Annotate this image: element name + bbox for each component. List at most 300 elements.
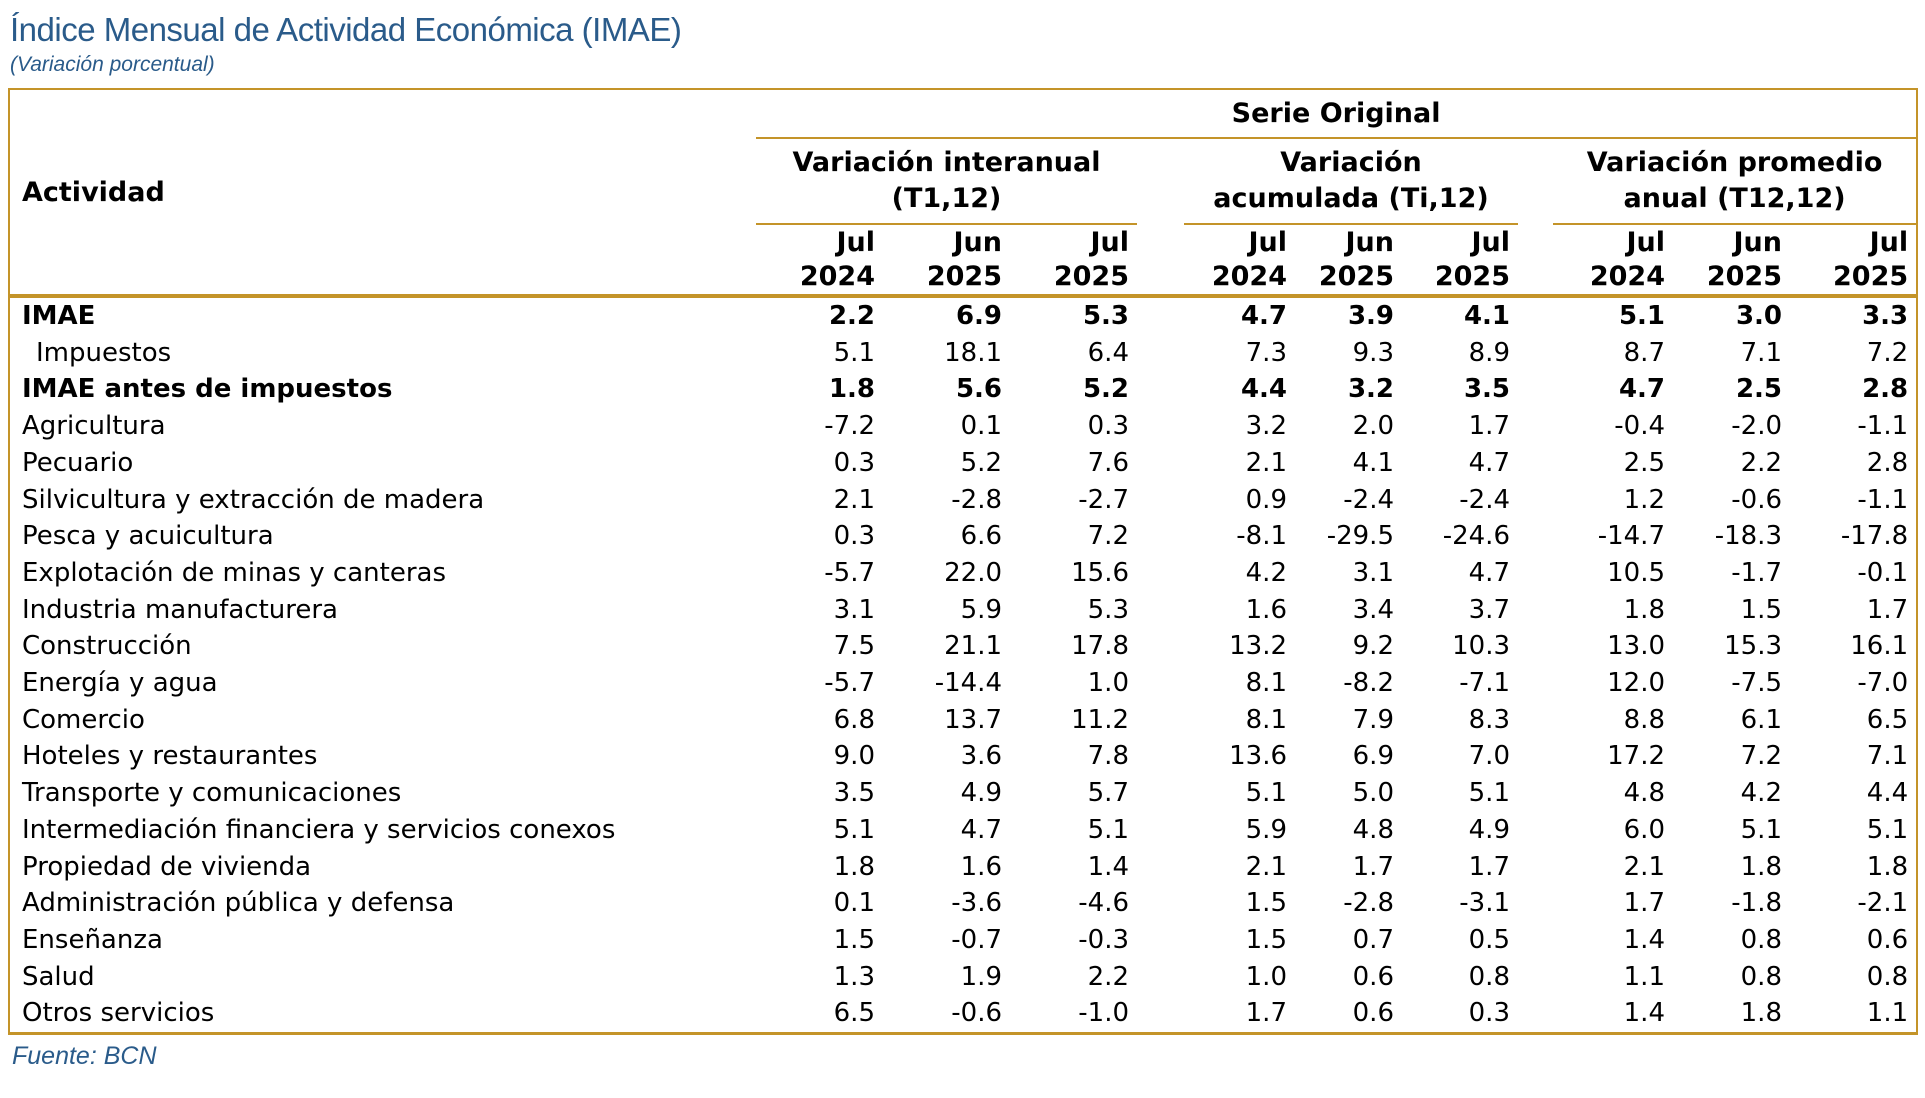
value-acumulada-jul2024: 5.9 [1245, 814, 1287, 845]
group-spacer [1137, 482, 1184, 519]
activity-name: Impuestos [36, 337, 172, 368]
group-spacer [1518, 812, 1553, 849]
value-promedio-jul2025: 0.6 [1866, 924, 1909, 955]
value-acumulada-jun2025: 7.9 [1352, 704, 1394, 735]
value-interanual-jun2025: 4.7 [960, 814, 1002, 845]
value-interanual-jul2024: 6.5 [833, 998, 875, 1029]
group-spacer [1518, 738, 1553, 775]
value-acumulada-jun2025: 4.8 [1352, 814, 1394, 845]
value-acumulada-jul2024: -8.1 [1236, 521, 1287, 552]
group-spacer [1518, 555, 1553, 592]
group-spacer [1137, 885, 1184, 922]
group-spacer [1518, 224, 1553, 296]
group-spacer [1137, 555, 1184, 592]
table-row [9, 445, 1917, 482]
value-promedio-jul2024: 5.1 [1618, 301, 1665, 331]
table-row [9, 296, 1917, 335]
value-acumulada-jun2025: 3.2 [1347, 374, 1394, 405]
activity-name: Energía y agua [22, 668, 218, 699]
value-acumulada-jul2024: 1.0 [1245, 961, 1287, 992]
value-acumulada-jun2025: -2.4 [1343, 484, 1394, 515]
activity-name: Pesca y acuicultura [22, 521, 274, 552]
value-interanual-jul2025: 11.2 [1071, 704, 1129, 735]
period-header [1010, 224, 1137, 296]
value-promedio-jul2025: -2.1 [1857, 888, 1909, 919]
value-acumulada-jul2024: 7.3 [1245, 337, 1287, 368]
value-acumulada-jul2025: 3.7 [1468, 594, 1510, 625]
value-promedio-jun2025: -2.0 [1731, 411, 1782, 442]
group-spacer [1518, 628, 1553, 665]
value-interanual-jun2025: -0.6 [951, 998, 1002, 1029]
value-promedio-jul2025: 0.8 [1866, 961, 1909, 992]
value-interanual-jun2025: 0.1 [960, 411, 1002, 442]
value-acumulada-jul2024: 4.7 [1240, 301, 1287, 331]
serie-header-row [9, 89, 1917, 138]
period-month: Jul [1471, 226, 1510, 258]
value-acumulada-jul2025: 4.7 [1468, 557, 1510, 588]
group-spacer [1137, 224, 1184, 296]
period-year: 2024 [1589, 260, 1665, 292]
value-acumulada-jul2025: 3.5 [1463, 374, 1510, 405]
value-promedio-jun2025: 7.2 [1740, 741, 1782, 772]
table-header [9, 89, 1917, 296]
table-row [9, 812, 1917, 849]
value-promedio-jun2025: 4.2 [1740, 778, 1782, 809]
value-acumulada-jul2024: 8.1 [1245, 668, 1287, 699]
value-interanual-jul2025: -1.0 [1078, 998, 1129, 1029]
group-spacer [1518, 296, 1553, 335]
activity-name: Propiedad de vivienda [22, 851, 312, 882]
value-promedio-jun2025: -18.3 [1714, 521, 1782, 552]
value-interanual-jun2025: 4.9 [960, 778, 1002, 809]
value-interanual-jul2024: 2.2 [828, 301, 875, 331]
table-row [9, 408, 1917, 445]
value-interanual-jul2025: 6.4 [1087, 337, 1129, 368]
value-interanual-jun2025: -2.8 [951, 484, 1002, 515]
period-year: 2024 [1211, 260, 1287, 292]
value-interanual-jun2025: 1.6 [960, 851, 1002, 882]
value-promedio-jun2025: 1.8 [1740, 998, 1782, 1029]
value-interanual-jun2025: 22.0 [944, 557, 1002, 588]
table-row [9, 959, 1917, 996]
value-interanual-jul2025: 7.8 [1087, 741, 1129, 772]
activity-name: Intermediación financiera y servicios conexos [22, 814, 616, 845]
period-year: 2025 [926, 260, 1002, 292]
value-interanual-jun2025: -0.7 [951, 924, 1002, 955]
table-row [9, 371, 1917, 408]
value-promedio-jun2025: -1.7 [1731, 557, 1782, 588]
value-interanual-jul2024: 1.3 [833, 961, 875, 992]
value-interanual-jul2025: -4.6 [1078, 888, 1129, 919]
value-interanual-jul2024: 5.1 [833, 337, 875, 368]
value-promedio-jun2025: 1.8 [1740, 851, 1782, 882]
value-acumulada-jul2024: 4.2 [1245, 557, 1287, 588]
value-acumulada-jul2024: 0.9 [1245, 484, 1287, 515]
activity-name: Agricultura [22, 411, 166, 442]
period-year: 2025 [1053, 260, 1129, 292]
activity-name: Enseñanza [22, 924, 163, 955]
value-promedio-jul2025: -1.1 [1857, 411, 1909, 442]
value-interanual-jun2025: 1.9 [960, 961, 1002, 992]
value-interanual-jul2025: 5.7 [1087, 778, 1129, 809]
value-promedio-jun2025: -1.8 [1731, 888, 1782, 919]
value-acumulada-jul2025: 0.8 [1468, 961, 1510, 992]
group-header-line1: Variación interanual [792, 147, 1101, 178]
table-row [9, 922, 1917, 959]
activity-name: Salud [22, 961, 95, 992]
value-promedio-jul2025: 2.8 [1862, 374, 1909, 405]
group-spacer [1518, 371, 1553, 408]
value-acumulada-jul2024: 1.6 [1245, 594, 1287, 625]
value-interanual-jul2024: -7.2 [824, 411, 875, 442]
group-spacer [1137, 408, 1184, 445]
value-promedio-jun2025: 3.0 [1735, 301, 1782, 331]
period-month: Jul [1869, 226, 1909, 258]
value-acumulada-jun2025: 0.7 [1352, 924, 1394, 955]
value-acumulada-jul2024: 13.6 [1229, 741, 1287, 772]
value-promedio-jul2025: 16.1 [1850, 631, 1909, 662]
value-acumulada-jun2025: 3.9 [1347, 301, 1394, 331]
value-acumulada-jul2025: 4.9 [1468, 814, 1510, 845]
page-subtitle: (Variación porcentual) [10, 53, 215, 76]
value-promedio-jun2025: -7.5 [1731, 668, 1782, 699]
value-promedio-jul2025: 4.4 [1866, 778, 1909, 809]
period-year: 2025 [1434, 260, 1510, 292]
group-spacer [1137, 959, 1184, 996]
group-spacer [1518, 995, 1553, 1033]
page-title: Índice Mensual de Actividad Económica (IMAE) [10, 11, 682, 48]
period-header [883, 224, 1010, 296]
activity-column-header: Actividad [9, 89, 756, 296]
table-row [9, 849, 1917, 886]
value-promedio-jul2025: -7.0 [1857, 668, 1909, 699]
value-acumulada-jun2025: 9.3 [1352, 337, 1394, 368]
group-header-promedio [1553, 138, 1917, 224]
imae-table [8, 88, 1918, 1035]
value-interanual-jul2025: 7.2 [1087, 521, 1129, 552]
value-promedio-jul2024: 2.5 [1623, 447, 1665, 478]
group-spacer [1518, 482, 1553, 519]
value-promedio-jul2024: 12.0 [1607, 668, 1665, 699]
value-promedio-jun2025: 6.1 [1740, 704, 1782, 735]
period-header [1295, 224, 1402, 296]
table-row [9, 885, 1917, 922]
period-month: Jul [1248, 226, 1287, 258]
value-interanual-jun2025: 21.1 [944, 631, 1002, 662]
group-spacer [1518, 518, 1553, 555]
group-spacer [1137, 335, 1184, 372]
value-acumulada-jul2025: 0.5 [1468, 924, 1510, 955]
group-spacer [1137, 775, 1184, 812]
value-interanual-jun2025: 13.7 [944, 704, 1002, 735]
value-promedio-jul2025: 7.2 [1866, 337, 1909, 368]
value-promedio-jun2025: 0.8 [1740, 924, 1782, 955]
value-interanual-jul2024: 2.1 [833, 484, 875, 515]
period-month: Jun [1733, 226, 1782, 258]
period-header [1553, 224, 1673, 296]
group-spacer [1137, 592, 1184, 629]
value-acumulada-jun2025: 1.7 [1352, 851, 1394, 882]
value-interanual-jul2024: 5.1 [833, 814, 875, 845]
value-promedio-jul2025: 3.3 [1862, 301, 1909, 331]
value-acumulada-jul2024: 13.2 [1229, 631, 1287, 662]
activity-name: IMAE [22, 301, 96, 331]
value-promedio-jun2025: 2.2 [1740, 447, 1782, 478]
table-row [9, 555, 1917, 592]
group-header-line2: anual (T12,12) [1623, 183, 1846, 214]
period-header [1790, 224, 1917, 296]
group-spacer [1518, 335, 1553, 372]
period-year: 2024 [799, 260, 875, 292]
activity-name: Explotación de minas y canteras [22, 557, 446, 588]
table-row [9, 482, 1917, 519]
value-acumulada-jul2024: 1.5 [1245, 888, 1287, 919]
value-interanual-jul2024: 0.3 [833, 521, 875, 552]
value-acumulada-jul2025: 8.9 [1468, 337, 1510, 368]
value-acumulada-jun2025: -29.5 [1326, 521, 1394, 552]
value-promedio-jul2025: -1.1 [1857, 484, 1909, 515]
value-promedio-jul2024: 1.7 [1623, 888, 1665, 919]
group-spacer [1137, 518, 1184, 555]
period-month: Jun [953, 226, 1002, 258]
activity-name: Industria manufacturera [22, 594, 338, 625]
value-promedio-jul2025: -0.1 [1857, 557, 1909, 588]
value-acumulada-jul2024: 2.1 [1245, 447, 1287, 478]
value-interanual-jul2025: 17.8 [1071, 631, 1129, 662]
value-acumulada-jul2025: -7.1 [1459, 668, 1510, 699]
value-interanual-jul2024: 1.8 [833, 851, 875, 882]
value-interanual-jul2024: 0.1 [833, 888, 875, 919]
value-promedio-jul2024: 10.5 [1607, 557, 1665, 588]
value-interanual-jul2025: 0.3 [1087, 411, 1129, 442]
group-header-line2: acumulada (Ti,12) [1213, 183, 1489, 214]
value-acumulada-jul2025: 0.3 [1468, 998, 1510, 1029]
value-promedio-jul2025: -17.8 [1840, 521, 1909, 552]
value-interanual-jul2024: 6.8 [833, 704, 875, 735]
table-row [9, 665, 1917, 702]
activity-name: Comercio [22, 704, 145, 735]
value-acumulada-jun2025: 6.9 [1352, 741, 1394, 772]
group-spacer [1137, 995, 1184, 1033]
value-interanual-jun2025: 5.2 [960, 447, 1002, 478]
value-acumulada-jun2025: 0.6 [1352, 961, 1394, 992]
group-spacer [1137, 812, 1184, 849]
value-acumulada-jun2025: 4.1 [1352, 447, 1394, 478]
period-header [1184, 224, 1295, 296]
value-promedio-jul2024: 8.8 [1623, 704, 1665, 735]
value-acumulada-jun2025: -2.8 [1343, 888, 1394, 919]
value-interanual-jul2024: 7.5 [833, 631, 875, 662]
value-interanual-jul2025: 5.3 [1082, 301, 1129, 331]
value-promedio-jul2024: 13.0 [1607, 631, 1665, 662]
group-spacer [1137, 138, 1184, 224]
table-row [9, 518, 1917, 555]
period-month: Jul [1090, 226, 1129, 258]
value-interanual-jun2025: -14.4 [934, 668, 1002, 699]
value-acumulada-jun2025: 2.0 [1352, 411, 1394, 442]
group-spacer [1518, 702, 1553, 739]
value-promedio-jul2024: 17.2 [1607, 741, 1665, 772]
table-row [9, 702, 1917, 739]
value-interanual-jun2025: 3.6 [960, 741, 1002, 772]
table-row [9, 775, 1917, 812]
value-interanual-jul2024: 3.5 [833, 778, 875, 809]
value-acumulada-jul2025: 4.7 [1468, 447, 1510, 478]
value-promedio-jul2024: -14.7 [1597, 521, 1665, 552]
activity-name: Hoteles y restaurantes [22, 741, 318, 772]
value-promedio-jul2024: 4.7 [1618, 374, 1665, 405]
value-promedio-jul2024: 4.8 [1623, 778, 1665, 809]
value-promedio-jul2024: 1.1 [1623, 961, 1665, 992]
group-spacer [1137, 665, 1184, 702]
table-row [9, 738, 1917, 775]
value-acumulada-jul2024: 2.1 [1245, 851, 1287, 882]
table-body [9, 296, 1917, 1034]
value-acumulada-jul2025: 1.7 [1468, 851, 1510, 882]
period-header [756, 224, 883, 296]
period-month: Jul [836, 226, 875, 258]
value-interanual-jun2025: 6.6 [960, 521, 1002, 552]
source-note: Fuente: BCN [12, 1042, 157, 1071]
group-spacer [1518, 885, 1553, 922]
value-promedio-jul2025: 7.1 [1866, 741, 1909, 772]
value-promedio-jul2024: 6.0 [1623, 814, 1665, 845]
activity-name: Construcción [22, 631, 192, 662]
group-spacer [1518, 849, 1553, 886]
value-interanual-jun2025: 18.1 [944, 337, 1002, 368]
value-acumulada-jul2024: 5.1 [1245, 778, 1287, 809]
value-promedio-jun2025: 1.5 [1740, 594, 1782, 625]
value-promedio-jul2025: 2.8 [1866, 447, 1909, 478]
group-spacer [1137, 738, 1184, 775]
value-acumulada-jul2024: 3.2 [1245, 411, 1287, 442]
value-promedio-jul2024: 1.8 [1623, 594, 1665, 625]
group-spacer [1137, 849, 1184, 886]
value-promedio-jul2024: 1.4 [1623, 998, 1665, 1029]
value-promedio-jul2024: 1.2 [1623, 484, 1665, 515]
value-interanual-jul2025: 5.3 [1087, 594, 1129, 625]
value-interanual-jul2024: 3.1 [833, 594, 875, 625]
value-interanual-jun2025: 6.9 [955, 301, 1002, 331]
value-promedio-jul2024: -0.4 [1614, 411, 1665, 442]
value-acumulada-jul2025: 5.1 [1468, 778, 1510, 809]
group-spacer [1518, 665, 1553, 702]
group-spacer [1518, 138, 1553, 224]
value-acumulada-jul2024: 1.7 [1245, 998, 1287, 1029]
value-interanual-jul2025: 2.2 [1087, 961, 1129, 992]
activity-name: Silvicultura y extracción de madera [22, 484, 485, 515]
value-interanual-jul2025: 1.0 [1087, 668, 1129, 699]
group-spacer [1137, 628, 1184, 665]
value-acumulada-jul2025: 1.7 [1468, 411, 1510, 442]
activity-name: Transporte y comunicaciones [22, 778, 402, 809]
activity-name: Administración pública y defensa [22, 888, 455, 919]
value-acumulada-jul2025: 7.0 [1468, 741, 1510, 772]
group-header-interanual [756, 138, 1137, 224]
period-header [1673, 224, 1790, 296]
group-spacer [1518, 775, 1553, 812]
value-promedio-jul2025: 1.8 [1866, 851, 1909, 882]
value-interanual-jun2025: 5.6 [955, 374, 1002, 405]
value-promedio-jun2025: 7.1 [1740, 337, 1782, 368]
value-acumulada-jun2025: 9.2 [1352, 631, 1394, 662]
value-promedio-jul2024: 2.1 [1623, 851, 1665, 882]
table-row [9, 995, 1917, 1033]
value-acumulada-jul2025: 8.3 [1468, 704, 1510, 735]
value-promedio-jul2025: 6.5 [1866, 704, 1909, 735]
period-year: 2025 [1833, 260, 1909, 292]
value-interanual-jun2025: -3.6 [951, 888, 1002, 919]
group-spacer [1137, 702, 1184, 739]
activity-name: Pecuario [22, 447, 134, 478]
value-interanual-jun2025: 5.9 [960, 594, 1002, 625]
value-acumulada-jul2025: 4.1 [1463, 301, 1510, 331]
activity-name: Otros servicios [22, 998, 215, 1029]
value-acumulada-jul2024: 4.4 [1240, 374, 1287, 405]
group-header-line1: Variación promedio [1586, 147, 1883, 178]
value-acumulada-jul2024: 8.1 [1245, 704, 1287, 735]
table-row [9, 592, 1917, 629]
value-interanual-jul2024: 0.3 [833, 447, 875, 478]
value-acumulada-jul2024: 1.5 [1245, 924, 1287, 955]
table-row [9, 335, 1917, 372]
period-year: 2025 [1318, 260, 1394, 292]
value-acumulada-jun2025: 5.0 [1352, 778, 1394, 809]
value-acumulada-jun2025: 0.6 [1352, 998, 1394, 1029]
value-acumulada-jul2025: -24.6 [1442, 521, 1510, 552]
value-interanual-jul2024: -5.7 [824, 557, 875, 588]
value-promedio-jun2025: 15.3 [1724, 631, 1782, 662]
value-interanual-jul2024: 1.5 [833, 924, 875, 955]
value-interanual-jul2024: -5.7 [824, 668, 875, 699]
group-header-line1: Variación [1280, 147, 1422, 178]
value-promedio-jul2025: 5.1 [1866, 814, 1909, 845]
value-acumulada-jun2025: 3.1 [1352, 557, 1394, 588]
value-acumulada-jul2025: -3.1 [1459, 888, 1510, 919]
group-spacer [1137, 922, 1184, 959]
group-header-line2: (T1,12) [891, 183, 1002, 214]
group-spacer [1137, 371, 1184, 408]
value-interanual-jul2025: -2.7 [1078, 484, 1129, 515]
group-spacer [1518, 592, 1553, 629]
value-interanual-jul2024: 1.8 [828, 374, 875, 405]
value-interanual-jul2025: 5.1 [1087, 814, 1129, 845]
value-promedio-jul2024: 8.7 [1623, 337, 1665, 368]
group-spacer [1137, 445, 1184, 482]
serie-original-header: Serie Original [756, 89, 1917, 138]
group-header-acumulada [1184, 138, 1518, 224]
group-spacer [1518, 959, 1553, 996]
value-promedio-jun2025: 0.8 [1740, 961, 1782, 992]
value-promedio-jun2025: 2.5 [1735, 374, 1782, 405]
value-promedio-jul2024: 1.4 [1623, 924, 1665, 955]
value-acumulada-jun2025: -8.2 [1343, 668, 1394, 699]
value-interanual-jul2025: 5.2 [1082, 374, 1129, 405]
value-promedio-jun2025: 5.1 [1740, 814, 1782, 845]
value-acumulada-jul2025: -2.4 [1459, 484, 1510, 515]
period-year: 2025 [1706, 260, 1782, 292]
value-interanual-jul2025: 7.6 [1087, 447, 1129, 478]
table-row [9, 628, 1917, 665]
value-promedio-jul2025: 1.1 [1866, 998, 1909, 1029]
period-month: Jun [1345, 226, 1394, 258]
value-acumulada-jun2025: 3.4 [1352, 594, 1394, 625]
value-interanual-jul2024: 9.0 [833, 741, 875, 772]
value-interanual-jul2025: 1.4 [1087, 851, 1129, 882]
value-promedio-jun2025: -0.6 [1731, 484, 1782, 515]
group-spacer [1518, 445, 1553, 482]
group-spacer [1518, 408, 1553, 445]
